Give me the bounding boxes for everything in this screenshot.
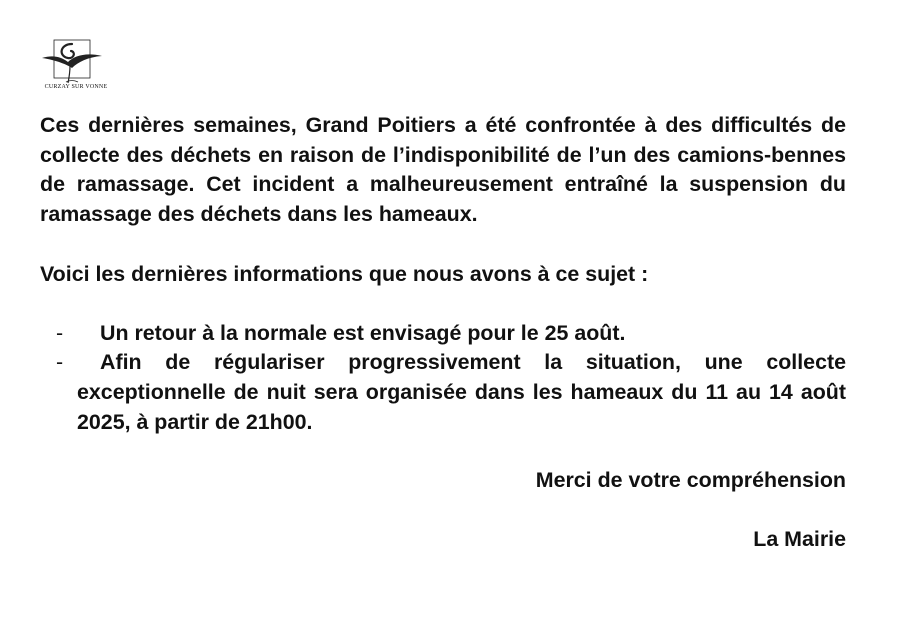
list-bullet: - [56, 320, 64, 345]
logo-caption: CURZAY SUR VONNE [44, 84, 108, 90]
closing-line: Merci de votre compréhension [535, 468, 846, 493]
intro-paragraph: Ces dernières semaines, Grand Poitiers a été confrontée à des difficultés de collecte des déchets en raison de l’indisponibilité de l’un des camions-bennes de ramassage. Cet incident a malheureusement entraîné la suspension du ramassage des déchets dans les hameaux. [40, 113, 846, 227]
curzay-logo [38, 38, 114, 98]
list-item-text: Afin de régulariser progressivement la situation, une collecte exceptionnelle de nuit sera organisée dans les hameaux du 11 au 14 août 2025, à partir de 21h00. [77, 350, 846, 434]
info-lead-paragraph: Voici les dernières informations que nous avons à ce sujet : [40, 261, 649, 286]
list-item-text: Un retour à la normale est envisagé pour le 25 août. [100, 320, 626, 345]
info-list [40, 319, 846, 438]
notice-body [40, 111, 846, 555]
list-bullet: - [56, 350, 64, 375]
signature: La Mairie [753, 527, 846, 552]
curzay-emblem-icon [38, 38, 114, 86]
list-item [40, 348, 846, 437]
list-item [40, 319, 846, 349]
